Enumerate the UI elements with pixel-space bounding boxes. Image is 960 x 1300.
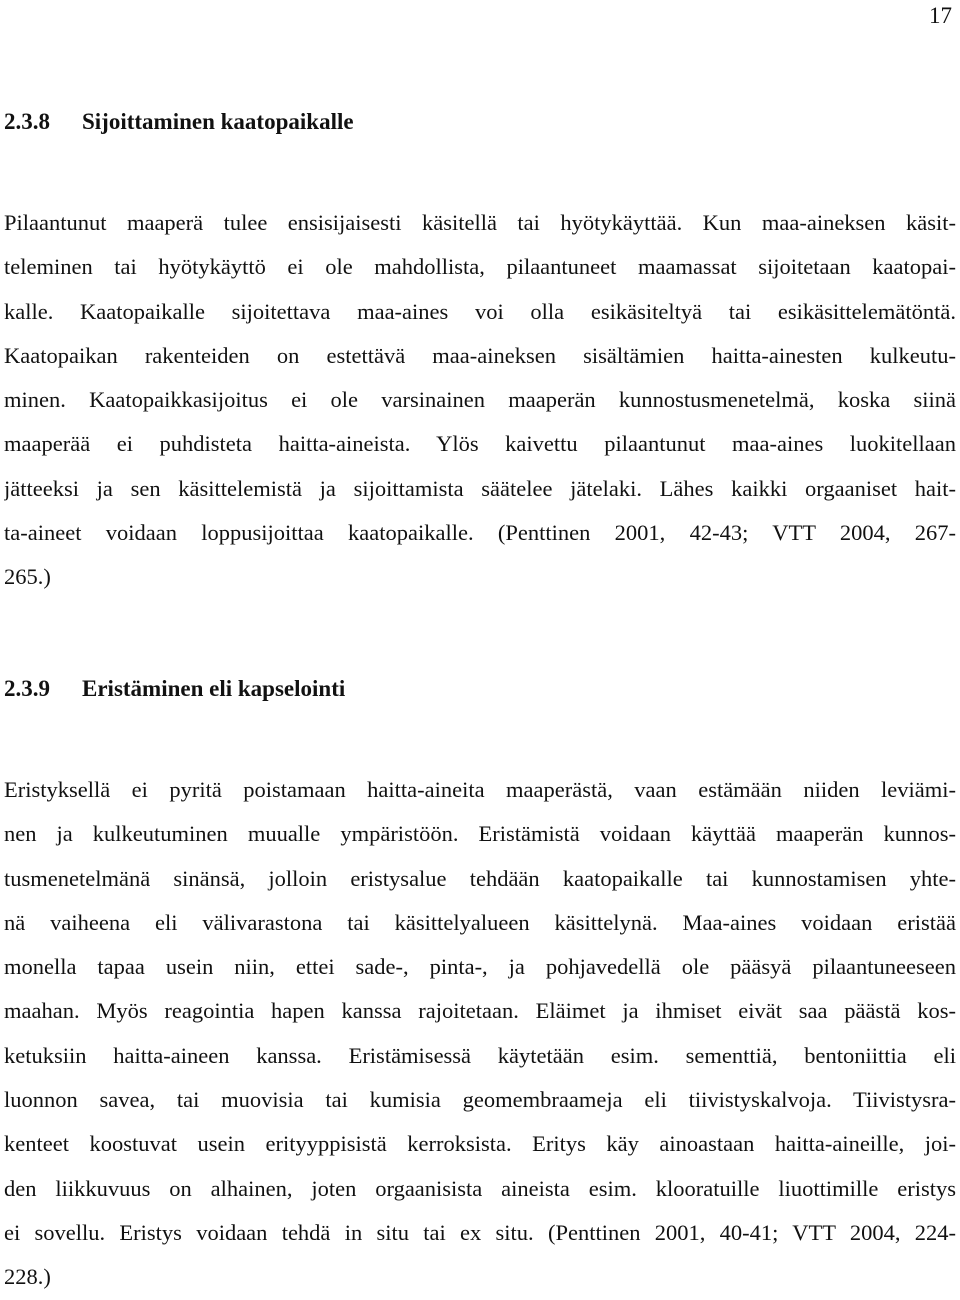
text-line: ta-aineet voidaan loppusijoittaa kaatopaikalle. (Penttinen 2001, 42-43; VTT 2004, 267- xyxy=(4,520,956,546)
text-line: Pilaantunut maaperä tulee ensisijaisesti käsitellä tai hyötykäyttää. Kun maa-aineksen käsit- xyxy=(4,210,956,235)
text-line: maaperää ei puhdisteta haitta-aineista. Ylös kaivettu pilaantunut maa-aines luokitellaan xyxy=(4,431,956,457)
text-line: nen ja kulkeutuminen muualle ympäristöön. Eristämistä voidaan käyttää maaperän kunnos- xyxy=(4,821,956,847)
text-line: minen. Kaatopaikkasijoitus ei ole varsinainen maaperän kunnostusmenetelmä, koska siinä xyxy=(4,387,956,413)
text-line: nä vaiheena eli välivarastona tai käsittelyalueen käsittelynä. Maa-aines voidaan eristää xyxy=(4,909,956,935)
text-line: Kaatopaikan rakenteiden on estettävä maa-aineksen sisältämien haitta-ainesten kulkeutu- xyxy=(4,342,956,368)
section-heading-2-3-8 xyxy=(4,108,354,136)
page-number: 17 xyxy=(929,3,952,28)
text-line: ketuksiin haitta-aineen kanssa. Eristämisessä käytetään esim. sementtiä, bentoniittia eli xyxy=(4,1042,956,1068)
text-line: luonnon savea, tai muovisia tai kumisia geomembraameja eli tiivistyskalvoja. Tiivistysra- xyxy=(4,1087,956,1113)
text-line: den liikkuvuus on alhainen, joten orgaanisista aineista esim. klooratuille liuottimille eristys xyxy=(4,1175,956,1201)
text-line: 228.) xyxy=(4,1264,51,1290)
text-line: maahan. Myös reagointia hapen kanssa rajoitetaan. Eläimet ja ihmiset eivät saa päästä kos- xyxy=(4,998,956,1024)
paragraph-eristaminen xyxy=(4,768,956,1300)
section-heading-2-3-9 xyxy=(4,675,345,703)
paragraph-sijoittaminen xyxy=(4,201,956,600)
text-line: tusmenetelmänä sinänsä, jolloin eristysalue tehdään kaatopaikalle tai kunnostamisen yhte- xyxy=(4,865,956,891)
text-line: monella tapaa usein niin, ettei sade-, pinta-, ja pohjavedellä ole pääsyä pilaantuneeseen xyxy=(4,954,956,980)
section-title: Eristäminen eli kapselointi xyxy=(82,676,346,701)
text-line: kalle. Kaatopaikalle sijoitettava maa-aines voi olla esikäsiteltyä tai esikäsittelemätöntä. xyxy=(4,298,956,324)
section-title: Sijoittaminen kaatopaikalle xyxy=(82,109,354,134)
text-line: ei sovellu. Eristys voidaan tehdä in situ tai ex situ. (Penttinen 2001, 40-41; VTT 2004, 224- xyxy=(4,1219,956,1245)
text-line: Eristyksellä ei pyritä poistamaan haitta-aineita maaperästä, vaan estämään niiden leviämi- xyxy=(4,777,956,802)
section-number: 2.3.8 xyxy=(4,109,50,134)
text-line: jätteeksi ja sen käsittelemistä ja sijoittamista säätelee jätelaki. Lähes kaikki orgaaniset hait- xyxy=(4,475,956,501)
text-line: kenteet koostuvat usein erityyppisistä kerroksista. Eritys käy ainoastaan haitta-aineille, joi- xyxy=(4,1131,956,1157)
section-number: 2.3.9 xyxy=(4,676,50,701)
text-line: teleminen tai hyötykäyttö ei ole mahdollista, pilaantuneet maamassat sijoitetaan kaatopai- xyxy=(4,254,956,280)
text-line: 265.) xyxy=(4,564,51,590)
